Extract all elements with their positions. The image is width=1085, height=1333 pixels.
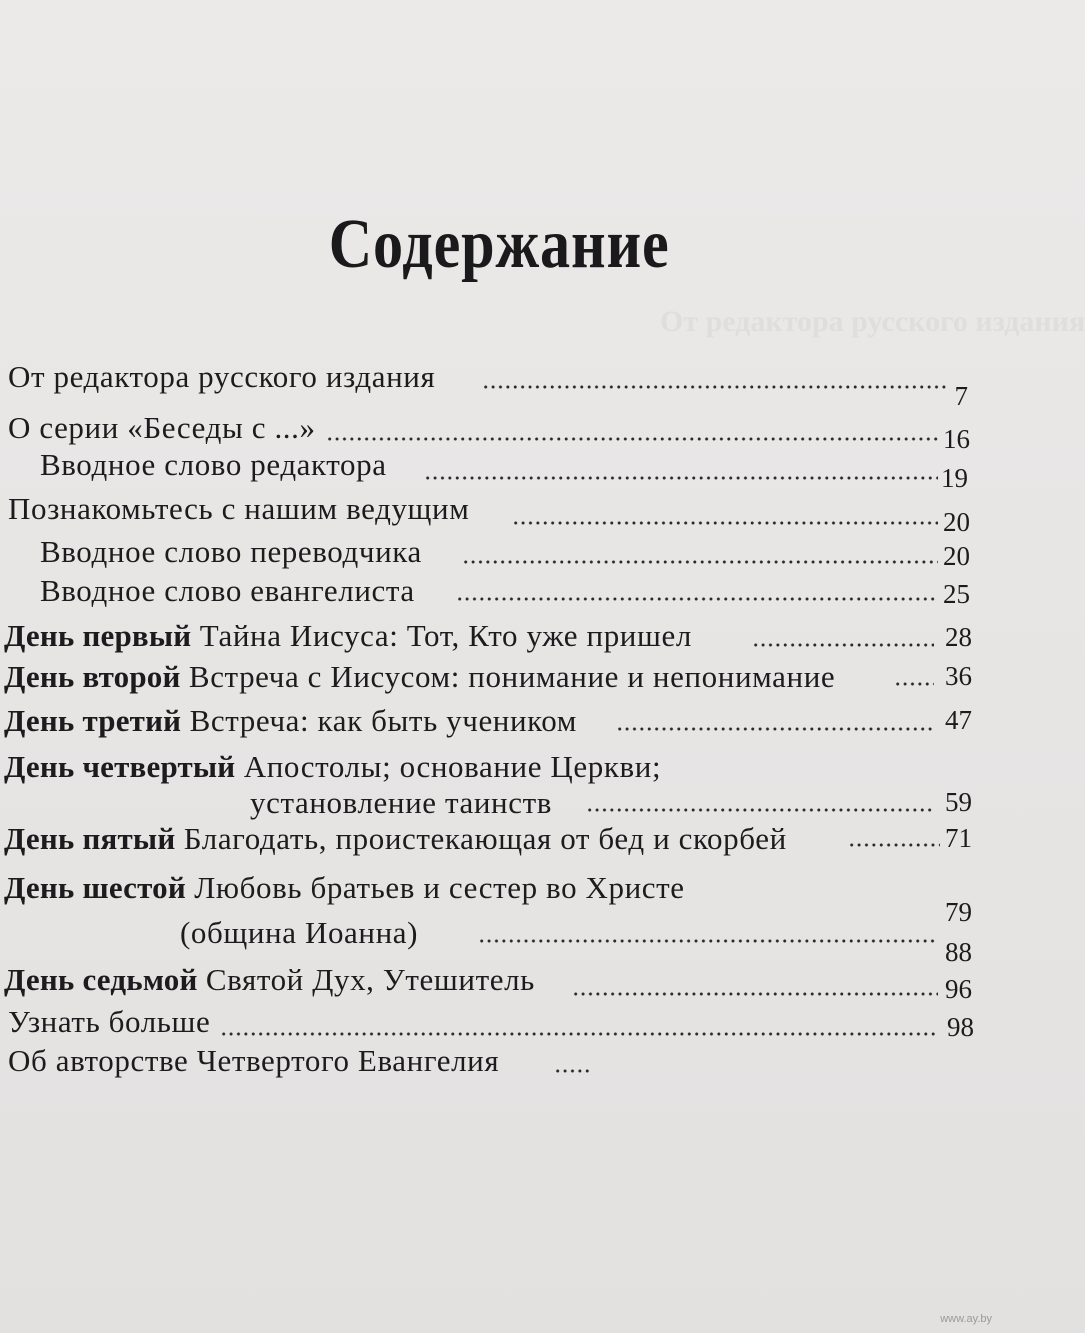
toc-entry: [0, 870, 1000, 927]
toc-entry-day-label: День третий: [4, 703, 182, 738]
toc-entry-title: [4, 823, 787, 854]
toc-entry-day-label: День второй: [4, 659, 181, 694]
toc-entry-title: [4, 872, 685, 903]
toc-entry-title-plain: установление таинств: [250, 785, 552, 820]
toc-leader-dots: [572, 992, 938, 996]
toc-page-number: 96: [945, 974, 972, 1004]
toc-entry-title-plain: Вводное слово евангелиста: [40, 573, 415, 608]
toc-entry-title: [180, 917, 418, 948]
toc-entry: [0, 964, 1000, 1008]
toc-leader-dots: [894, 682, 934, 686]
toc-page-number: 20: [943, 507, 970, 537]
toc-page-number: 98: [947, 1012, 974, 1042]
site-watermark: www.ay.by: [940, 1313, 992, 1325]
toc-entry-title: [8, 1006, 210, 1037]
toc-entry-day-label: День первый: [4, 618, 192, 653]
toc-entry-day-label: День четвертый: [4, 749, 236, 784]
toc-entry: [0, 449, 1000, 493]
toc-entry-title-plain: Об авторстве Четвертого Евангелия: [8, 1043, 500, 1078]
toc-entry-day-label: День шестой: [4, 870, 186, 905]
toc-leader-dots: [456, 597, 936, 601]
toc-page-number: 71: [945, 823, 972, 853]
toc-entry-title: [40, 536, 422, 567]
toc-entry-title-plain: О серии «Беседы с ...»: [8, 410, 316, 445]
toc-page-number: 36: [945, 661, 972, 691]
toc-entry-title-plain: От редактора русского издания: [8, 359, 436, 394]
toc-entry: [0, 575, 1000, 619]
toc-entry-title: [40, 575, 415, 606]
toc-entry-title: [8, 1045, 499, 1076]
toc-page-number: 88: [945, 937, 972, 967]
toc-entry-title-plain: Вводное слово переводчика: [40, 534, 422, 569]
toc-page-number: 16: [943, 424, 970, 454]
toc-entry-title-plain: Любовь братьев и сестер во Христе: [194, 870, 685, 905]
toc-leader-dots: [462, 560, 938, 564]
toc-entry-day-label: День седьмой: [4, 962, 198, 997]
toc-entry-title: [40, 449, 387, 480]
toc-entry-title: [250, 787, 552, 818]
toc-leader-dots: [586, 808, 934, 812]
toc-entry: [0, 705, 1000, 749]
toc-entry-title-plain: Встреча с Иисусом: понимание и непонимание: [188, 659, 836, 694]
toc-entry-title: [8, 412, 316, 443]
bleed-through-text: От редактора русского издания: [660, 305, 1085, 338]
toc-entry-title-plain: Тайна Иисуса: Тот, Кто уже пришел: [199, 618, 692, 653]
toc-entry-title-plain: (община Иоанна): [180, 915, 419, 950]
toc-entry-title: [8, 361, 435, 392]
toc-entry-title-plain: Вводное слово редактора: [40, 447, 387, 482]
page-title: Содержание: [328, 206, 670, 283]
toc-entry: [0, 915, 1000, 967]
toc-entry: [0, 493, 1000, 537]
toc-page-number: 25: [943, 579, 970, 609]
toc-entry-title: [4, 964, 535, 995]
toc-entry-title-plain: Познакомьтесь с нашим ведущим: [8, 491, 470, 526]
toc-leader-dots: [326, 437, 938, 441]
toc-entry-title: [4, 751, 661, 782]
toc-entry: [0, 408, 1000, 452]
toc-entry-title-plain: Благодать, проистекающая от бед и скорбей: [183, 821, 787, 856]
toc-entry-title-plain: Встреча: как быть учеником: [189, 703, 577, 738]
toc-entry-title: [8, 493, 469, 524]
toc-leader-dots: [848, 843, 940, 847]
toc-page-number: 28: [945, 622, 972, 652]
toc-leader-dots: [482, 385, 948, 389]
toc-entry-title-plain: Узнать больше: [8, 1004, 211, 1039]
toc-page-number: 7: [954, 381, 968, 411]
toc-entry-title: [4, 661, 835, 692]
toc-leader-dots: [478, 939, 936, 943]
toc-leader-dots: [512, 521, 938, 525]
toc-leader-dots: [554, 1069, 590, 1073]
toc-leader-dots: [220, 1032, 938, 1036]
toc-entry: [0, 620, 1000, 664]
toc-leader-dots: [752, 643, 934, 647]
toc-page-number: 47: [945, 705, 972, 735]
toc-leader-dots: [616, 727, 934, 731]
toc-page-number: 79: [945, 897, 972, 927]
toc-entry: [0, 357, 1000, 411]
toc-entry: [0, 823, 1000, 867]
toc-entry-title-plain: Апостолы; основание Церкви;: [243, 749, 662, 784]
toc-page-number: 19: [941, 463, 968, 493]
toc-page-number: 20: [943, 541, 970, 571]
toc-entry: [0, 661, 1000, 705]
toc-entry: [0, 1045, 1000, 1089]
toc-leader-dots: [424, 476, 938, 480]
toc-page-number: 59: [945, 787, 972, 817]
toc-entry-title: [4, 705, 577, 736]
toc-entry-title-plain: Святой Дух, Утешитель: [205, 962, 535, 997]
toc-entry-title: [4, 620, 692, 651]
toc-entry-day-label: День пятый: [4, 821, 176, 856]
